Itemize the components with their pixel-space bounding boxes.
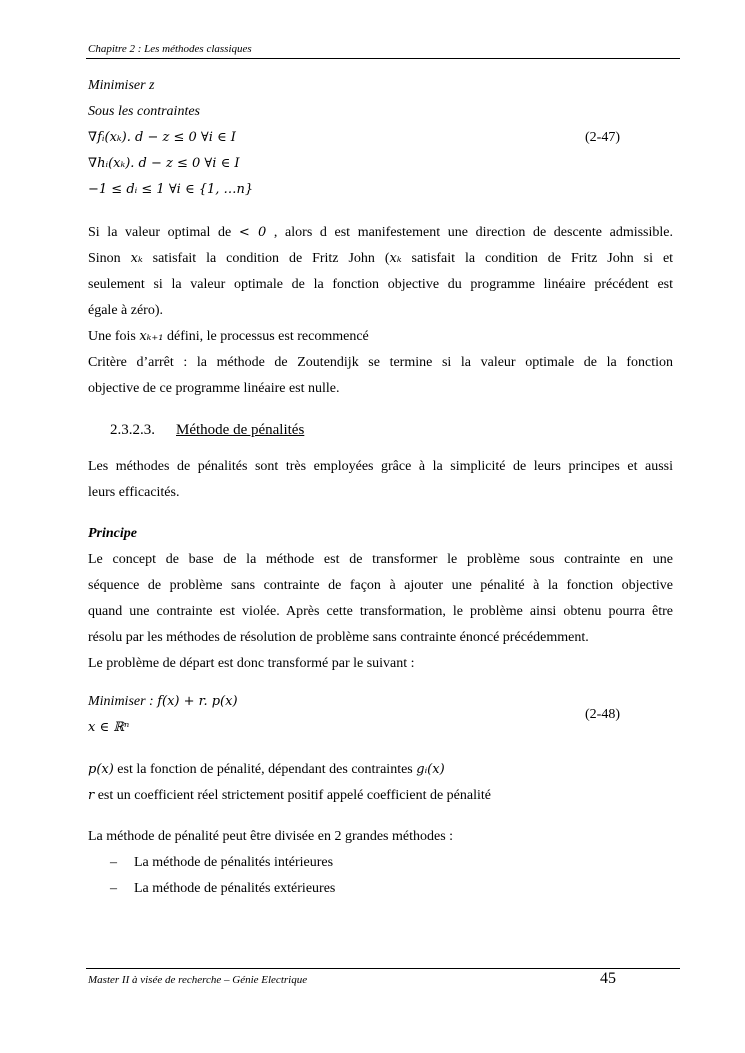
para2-line-1: Les méthodes de pénalités sont très employées grâce à la simplicité de leurs principes et aussi bbox=[88, 459, 673, 474]
list-item bbox=[110, 854, 333, 872]
para1-math-xk1: xₖ₊₁ bbox=[139, 329, 164, 344]
para1-line-6: Critère d’arrêt : la méthode de Zoutendijk se termine si la valeur optimale de la fonction bbox=[88, 355, 673, 370]
definition-penalty-coefficient bbox=[88, 787, 491, 805]
page-number: 45 bbox=[600, 970, 616, 987]
para1-math-xk: xₖ bbox=[130, 251, 143, 266]
list-dash: – bbox=[110, 881, 117, 896]
problem1-constraints-label: Sous les contraintes bbox=[88, 104, 200, 119]
list-item bbox=[110, 880, 335, 898]
problem2-objective bbox=[88, 693, 238, 711]
running-header: Chapitre 2 : Les méthodes classiques bbox=[88, 43, 252, 55]
para1-text: , alors d est manifestement une direction de descente admissible. bbox=[273, 225, 673, 240]
header-divider bbox=[86, 58, 680, 59]
math-p-of-x: p(x) bbox=[88, 762, 114, 777]
methods-intro: La méthode de pénalité peut être divisée en 2 grandes méthodes : bbox=[88, 829, 454, 844]
principe-line-4: résolu par les méthodes de résolution de problème sans contrainte énoncé précédemment. bbox=[88, 630, 589, 645]
definition-text: est un coefficient réel strictement positif appelé coefficient de pénalité bbox=[97, 788, 491, 803]
principe-line-5: Le problème de départ est donc transformé par le suivant : bbox=[88, 656, 415, 671]
para1-line-2 bbox=[88, 250, 673, 268]
math-r: r bbox=[88, 788, 95, 803]
para1-line-1 bbox=[88, 224, 673, 242]
para1-math-less-than-zero: < 0 bbox=[238, 225, 267, 240]
para1-line-5 bbox=[88, 328, 369, 346]
list-item-label: La méthode de pénalités intérieures bbox=[134, 855, 334, 870]
list-dash: – bbox=[110, 855, 117, 870]
definition-text: est la fonction de pénalité, dépendant des contraintes bbox=[117, 762, 413, 777]
para1-text: satisfait la condition de Fritz John ( bbox=[152, 251, 390, 266]
definition-penalty-function bbox=[88, 761, 445, 779]
equation-number-2-47: (2-47) bbox=[585, 130, 620, 145]
principe-line-3: quand une contrainte est violée. Après cette transformation, le problème ainsi obtenu pourra être bbox=[88, 604, 673, 619]
para1-line-3: seulement si la valeur optimale de la fonction objective du programme linéaire précédent est bbox=[88, 277, 673, 292]
para1-text: défini, le processus est recommencé bbox=[166, 329, 369, 344]
para1-line-4: égale à zéro). bbox=[88, 303, 163, 318]
problem2-minimize-expression: f(x) + r. p(x) bbox=[157, 694, 238, 709]
para1-text: satisfait la condition de Fritz John si et bbox=[411, 251, 674, 266]
para1-text: Sinon bbox=[88, 251, 121, 266]
list-item-label: La méthode de pénalités extérieures bbox=[134, 881, 336, 896]
para2-line-2: leurs efficacités. bbox=[88, 485, 180, 500]
problem1-constraint-2: ∇hᵢ(xₖ). d − z ≤ 0 ∀i ∈ I bbox=[88, 156, 240, 171]
section-heading bbox=[110, 420, 304, 440]
para1-math-xk: xₖ bbox=[389, 251, 402, 266]
problem1-constraint-3: −1 ≤ dᵢ ≤ 1 ∀i ∈ {1, …n} bbox=[88, 182, 254, 197]
section-title: Méthode de pénalités bbox=[176, 422, 305, 438]
section-number: 2.3.2.3. bbox=[110, 422, 155, 438]
math-gi-of-x: gᵢ(x) bbox=[416, 762, 445, 777]
para1-text: Si la valeur optimal de bbox=[88, 225, 232, 240]
problem1-objective: Minimiser z bbox=[88, 78, 155, 93]
running-footer: Master II à visée de recherche – Génie Electrique bbox=[88, 974, 308, 986]
problem2-domain: x ∈ ℝⁿ bbox=[88, 720, 130, 735]
footer-divider bbox=[86, 968, 680, 969]
principe-heading: Principe bbox=[88, 526, 137, 541]
problem2-minimize-label: Minimiser : bbox=[88, 694, 154, 709]
para1-text: Une fois bbox=[88, 329, 136, 344]
para1-line-7: objective de ce programme linéaire est nulle. bbox=[88, 381, 340, 396]
principe-line-2: séquence de problème sans contrainte de façon à ajouter une pénalité à la fonction objective bbox=[88, 578, 673, 593]
equation-number-2-48: (2-48) bbox=[585, 707, 620, 722]
principe-line-1: Le concept de base de la méthode est de transformer le problème sous contrainte en une bbox=[88, 552, 673, 567]
problem1-constraint-1: ∇fᵢ(xₖ). d − z ≤ 0 ∀i ∈ I bbox=[88, 130, 236, 145]
